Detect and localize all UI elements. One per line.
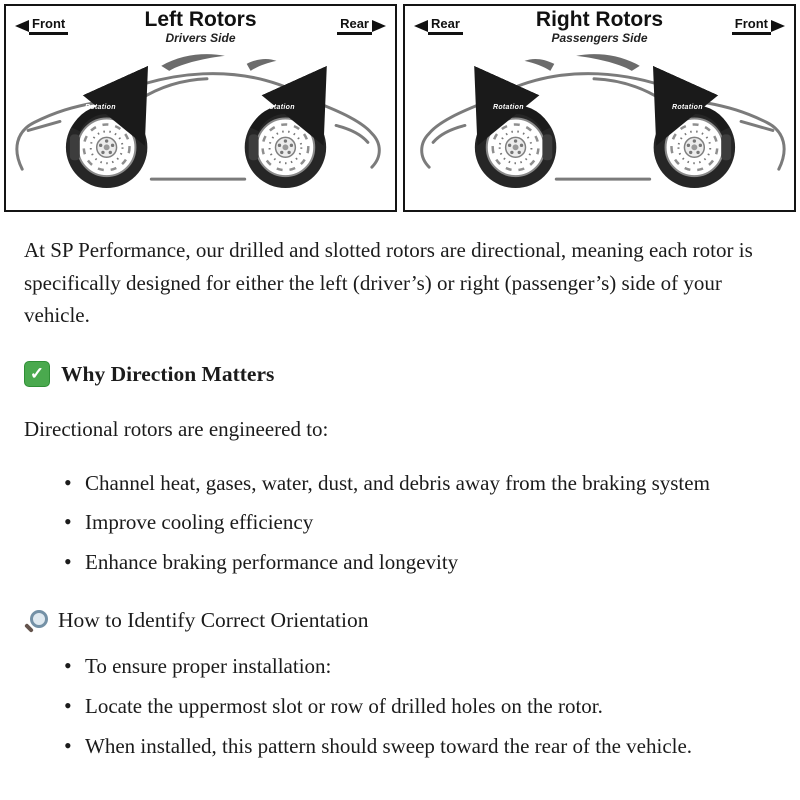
rotor-diagram <box>0 0 800 212</box>
list-item-text: When installed, this pattern should sweep toward the rear of the vehicle. <box>85 733 693 758</box>
front-direction-arrow <box>732 16 785 35</box>
list-item <box>64 690 776 723</box>
section-title-why-direction-matters <box>24 358 776 391</box>
benefits-list <box>24 467 776 579</box>
list-item-text: To ensure proper installation: <box>85 654 332 679</box>
section-title-text: Why Direction Matters <box>61 361 275 386</box>
direction-label: Rear <box>428 16 463 35</box>
section-lead: Directional rotors are engineered to: <box>24 416 329 441</box>
car-side-view-icon <box>411 46 789 195</box>
panel-title: Right Rotors <box>535 8 664 31</box>
panel-title: Left Rotors <box>144 8 257 31</box>
car-illustration-left <box>6 46 395 195</box>
magnifier-icon <box>24 609 47 632</box>
rotation-label: Rotation <box>493 104 524 112</box>
rotation-label: Rotation <box>672 104 703 112</box>
list-item-text: Improve cooling efficiency <box>85 510 314 535</box>
list-item-text: Enhance braking performance and longevity <box>85 549 459 574</box>
section-title-how-to-identify <box>24 604 776 637</box>
direction-label: Rear <box>337 16 372 35</box>
arrow-left-icon <box>414 20 428 32</box>
car-side-view-icon <box>12 46 390 195</box>
rotation-label: Rotation <box>264 104 295 112</box>
panel-subtitle: Drivers Side <box>165 31 236 46</box>
list-item-text: Locate the uppermost slot or row of drilled holes on the rotor. <box>85 694 603 718</box>
article-body <box>0 212 800 762</box>
check-icon: ✓ <box>24 361 50 387</box>
rear-direction-arrow <box>337 16 386 35</box>
rear-direction-arrow <box>414 16 463 35</box>
orientation-list <box>24 650 776 762</box>
direction-label: Front <box>732 16 771 35</box>
panel-subtitle: Passengers Side <box>551 31 648 46</box>
list-item-text: Channel heat, gases, water, dust, and debris away from the braking system <box>85 470 710 495</box>
section-title-text: How to Identify Correct Orientation <box>58 608 369 633</box>
direction-label: Front <box>29 16 68 35</box>
list-item <box>64 730 776 763</box>
list-item <box>64 650 776 683</box>
front-direction-arrow <box>15 16 68 35</box>
car-illustration-right <box>405 46 794 195</box>
rotation-label: Rotation <box>85 104 116 112</box>
arrow-left-icon <box>15 20 29 32</box>
arrow-right-icon <box>372 20 386 32</box>
list-item <box>64 467 776 500</box>
list-item <box>64 506 776 539</box>
arrow-right-icon <box>771 20 785 32</box>
left-rotors-panel <box>4 4 397 212</box>
intro-paragraph: At SP Performance, our drilled and slotted rotors are directional, meaning each rotor is specifically designed for either the left (driver’s) or right (passenger’s) side of your vehicle. <box>24 238 753 328</box>
right-rotors-panel <box>403 4 796 212</box>
list-item <box>64 546 776 579</box>
